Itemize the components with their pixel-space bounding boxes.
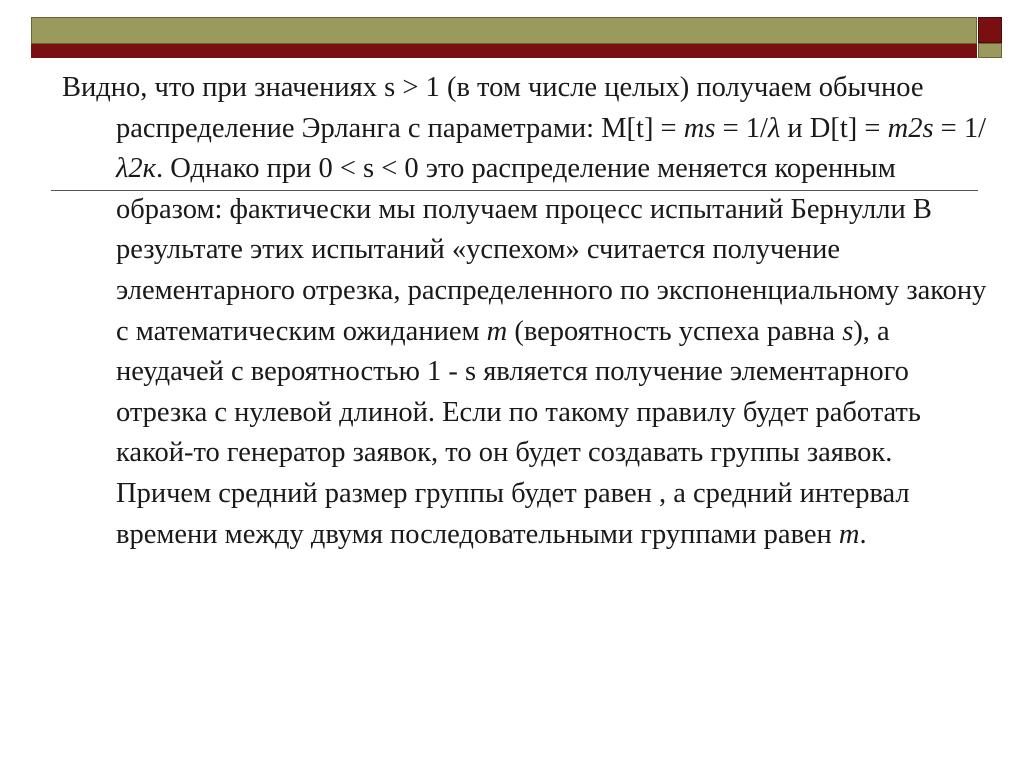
text-segment: ), а неудачей с вероятностью 1 - s является получение элементарного отрезка с нулевой длиной. Если по такому правилу будет работать какой-то генератор заявок, то он будет создавать группы заявок. Причем средний размер группы будет равен , а средний интервал времени между двумя последовательными группами равен	[116, 315, 921, 550]
body-paragraph	[62, 68, 992, 555]
text-segment: . Однако при 0 < s < 0 это распределение меняется коренным образом: фактически мы получаем процесс испытаний Бернулли В результате этих испытаний «успехом» считается получение элементарного отрезка, распределенного по экспоненциальному закону с математическим ожиданием	[116, 153, 987, 347]
slide-body	[62, 68, 992, 555]
formula-lambda-2k: λ2к	[116, 153, 156, 185]
corner-square-red	[978, 17, 1002, 43]
formula-ms: ms	[683, 112, 716, 144]
text-segment: и D[t] =	[780, 112, 888, 144]
header-bar-red	[31, 44, 977, 58]
corner-square-olive	[978, 43, 1002, 58]
text-segment: = 1/	[715, 112, 768, 144]
header-bar-olive	[31, 17, 977, 44]
text-segment: .	[859, 518, 867, 550]
formula-m: m	[838, 518, 860, 550]
formula-m2s: m2s	[887, 112, 934, 144]
formula-m: m	[486, 315, 508, 347]
text-segment: = 1/	[933, 112, 987, 144]
text-segment: Видно, что при значениях s > 1 (в том числе целых) получаем обычное распределение Эрланга с параметрами: M[t] =	[62, 72, 924, 144]
text-segment: (вероятность успеха равна	[507, 315, 843, 347]
formula-lambda: λ	[767, 112, 781, 144]
formula-s: s	[842, 315, 854, 347]
